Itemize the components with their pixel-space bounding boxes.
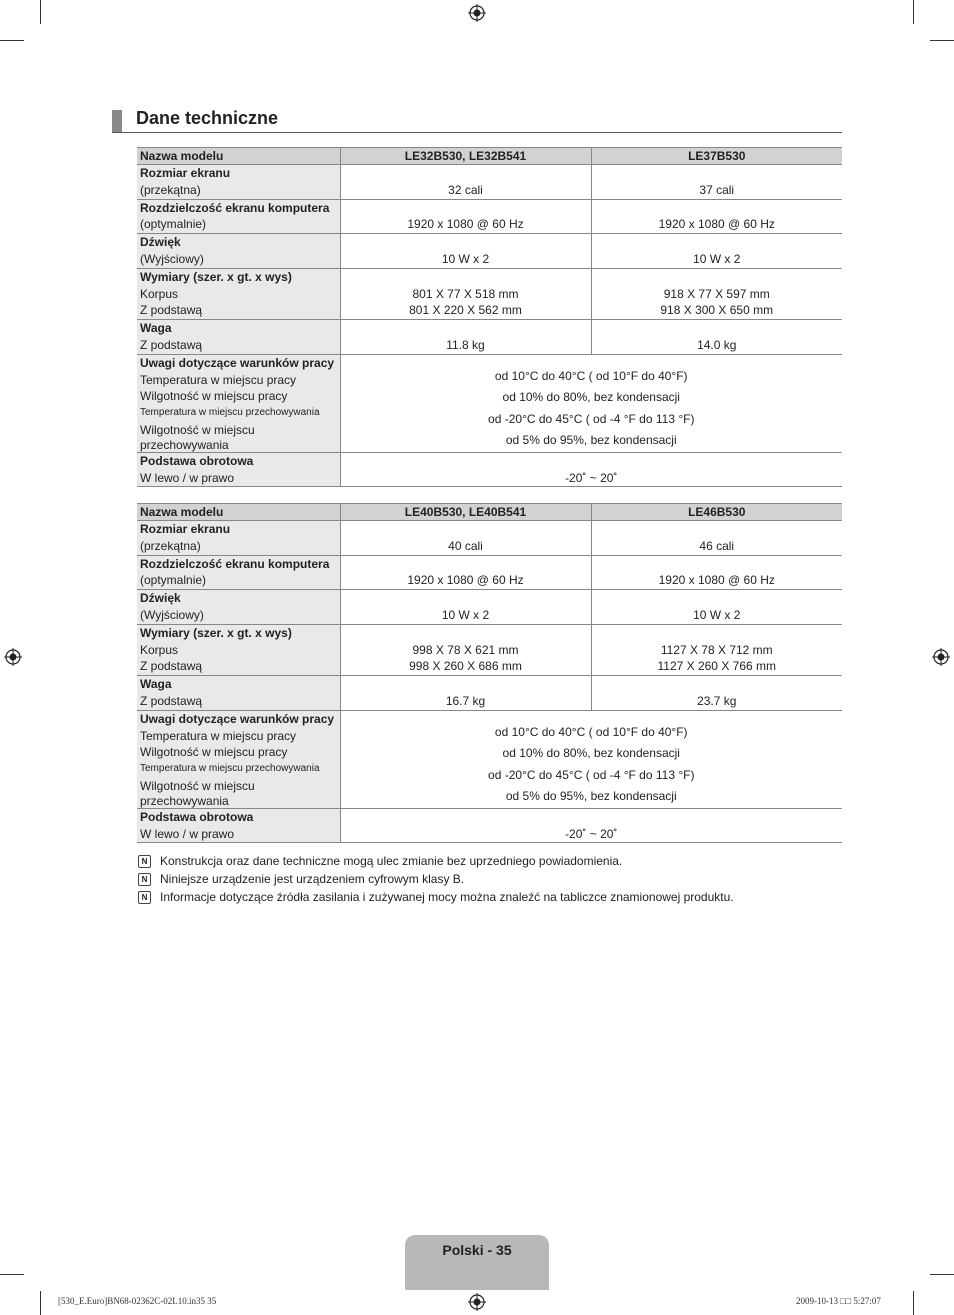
value-line: od 5% do 95%, bez kondensacji (505, 433, 677, 448)
row-subtitle: Z podstawą (140, 659, 203, 674)
registration-mark-icon (468, 4, 486, 22)
table-row (137, 320, 842, 355)
cell-value: -20˚ ~ 20˚ (340, 452, 842, 487)
note-item (137, 852, 734, 870)
table-row (137, 624, 842, 675)
cell-value: -20˚ ~ 20˚ (340, 808, 842, 843)
row-title: Podstawa obrotowa (140, 809, 254, 824)
row-subtitle: W lewo / w prawo (140, 826, 235, 841)
print-slug-right: 2009-10-13 □□ 5:27:07 (796, 1296, 881, 1306)
row-subtitle: Z podstawą (140, 337, 203, 352)
cell-value: 14.0 kg (591, 320, 842, 355)
table-row (137, 555, 842, 590)
registration-mark-icon (4, 648, 22, 666)
cell-value: 1920 x 1080 @ 60 Hz (340, 555, 591, 590)
crop-mark (913, 0, 914, 24)
crop-mark (0, 1274, 24, 1275)
row-title: Waga (140, 677, 172, 692)
row-title: Dźwięk (140, 591, 181, 606)
cell-value: 16.7 kg (340, 676, 591, 711)
row-subtitle: Korpus (140, 642, 179, 657)
note-icon: N (138, 855, 151, 868)
row-subtitle: Temperatura w miejscu przechowywania (140, 763, 320, 775)
print-slug-left: [530_E.Euro]BN68-02362C-02L10.in35 35 (58, 1296, 217, 1306)
row-title: Podstawa obrotowa (140, 453, 254, 468)
row-subtitle: przechowywania (140, 437, 229, 452)
header-cell: LE32B530, LE32B541 (340, 148, 591, 165)
value-line: od 10°C do 40°C ( od 10°F do 40°F) (494, 724, 688, 739)
header-cell: Nazwa modelu (137, 504, 340, 521)
cell-value: 32 cali (340, 165, 591, 200)
row-subtitle: (Wyjściowy) (140, 251, 204, 266)
value-line: od -20°C do 45°C ( od -4 °F do 113 °F) (488, 411, 695, 426)
page-number-tab (405, 1235, 549, 1290)
row-title: Rozdzielczość ekranu komputera (140, 200, 330, 215)
table-row (137, 268, 842, 319)
table-row (137, 234, 842, 269)
row-label (137, 234, 340, 269)
row-subtitle: (przekątna) (140, 182, 201, 197)
crop-mark (0, 40, 24, 41)
note-icon: N (138, 873, 151, 886)
row-label (137, 452, 340, 487)
row-subtitle: Temperatura w miejscu pracy (140, 372, 297, 387)
cell-value: 1920 x 1080 @ 60 Hz (340, 199, 591, 234)
note-icon: N (138, 891, 151, 904)
crop-mark (40, 1291, 41, 1315)
header-cell: Nazwa modelu (137, 148, 340, 165)
value-line: 1127 X 260 X 766 mm (657, 659, 777, 674)
table-row (137, 521, 842, 556)
value-line: od -20°C do 45°C ( od -4 °F do 113 °F) (488, 767, 695, 782)
row-subtitle: Z podstawą (140, 303, 203, 318)
cell-value: 10 W x 2 (591, 590, 842, 625)
header-cell: LE37B530 (591, 148, 842, 165)
table-row (137, 590, 842, 625)
row-title: Wymiary (szer. x gt. x wys) (140, 269, 292, 284)
cell-value: 37 cali (591, 165, 842, 200)
row-subtitle: (przekątna) (140, 538, 201, 553)
row-subtitle: Wilgotność w miejscu (140, 778, 255, 793)
note-item (137, 870, 734, 888)
note-text: Konstrukcja oraz dane techniczne mogą ulec zmianie bez uprzedniego powiadomienia. (160, 854, 623, 868)
cell-value: 10 W x 2 (340, 590, 591, 625)
row-label (137, 590, 340, 625)
cell-value (340, 354, 842, 452)
registration-mark-icon (932, 648, 950, 666)
row-subtitle: Z podstawą (140, 693, 203, 708)
row-subtitle: Temperatura w miejscu pracy (140, 728, 297, 743)
table-row (137, 199, 842, 234)
row-subtitle: Korpus (140, 286, 179, 301)
row-label (137, 165, 340, 200)
row-subtitle: (optymalnie) (140, 573, 207, 588)
note-item (137, 888, 734, 906)
title-marker (112, 110, 122, 132)
row-title: Rozmiar ekranu (140, 522, 231, 536)
value-line: od 10°C do 40°C ( od 10°F do 40°F) (494, 368, 688, 383)
cell-value: 11.8 kg (340, 320, 591, 355)
cell-value (340, 710, 842, 808)
crop-mark (40, 0, 41, 24)
cell-value: 23.7 kg (591, 676, 842, 711)
table-header-row (137, 148, 842, 165)
cell-value (340, 624, 591, 675)
value-line: od 10% do 80%, bez kondensacji (502, 746, 680, 761)
table-row (137, 676, 842, 711)
value-line: 801 X 220 X 562 mm (409, 303, 522, 318)
cell-value: 1920 x 1080 @ 60 Hz (591, 199, 842, 234)
table-row (137, 452, 842, 487)
registration-mark-icon (468, 1293, 486, 1311)
row-title: Rozmiar ekranu (140, 166, 231, 180)
row-label (137, 354, 340, 452)
value-line: 918 X 300 X 650 mm (660, 303, 774, 318)
cell-value: 46 cali (591, 521, 842, 556)
table-header-row (137, 504, 842, 521)
value-line: 918 X 77 X 597 mm (663, 286, 770, 301)
crop-mark (913, 1291, 914, 1315)
row-title: Uwagi dotyczące warunków pracy (140, 355, 335, 370)
table-row (137, 165, 842, 200)
row-title: Waga (140, 321, 172, 336)
table-row (137, 354, 842, 452)
spec-table-2 (137, 503, 842, 843)
row-label (137, 320, 340, 355)
note-text: Niniejsze urządzenie jest urządzeniem cyfrowym klasy B. (160, 872, 465, 886)
section-header (112, 108, 842, 133)
page-number: Polski - 35 (442, 1242, 512, 1258)
cell-value: 40 cali (340, 521, 591, 556)
row-subtitle: (optymalnie) (140, 217, 207, 232)
value-line: 998 X 78 X 621 mm (412, 642, 519, 657)
row-label (137, 624, 340, 675)
value-line: od 5% do 95%, bez kondensacji (505, 789, 677, 804)
row-label (137, 676, 340, 711)
row-subtitle: Wilgotność w miejscu pracy (140, 745, 288, 760)
notes-list (137, 852, 734, 906)
row-title: Rozdzielczość ekranu komputera (140, 556, 330, 571)
crop-mark (930, 1274, 954, 1275)
header-cell: LE40B530, LE40B541 (340, 504, 591, 521)
row-subtitle: Wilgotność w miejscu pracy (140, 389, 288, 404)
row-title: Uwagi dotyczące warunków pracy (140, 711, 335, 726)
row-label (137, 268, 340, 319)
cell-value: 10 W x 2 (340, 234, 591, 269)
table-row (137, 710, 842, 808)
row-label (137, 808, 340, 843)
spec-table-1 (137, 147, 842, 487)
cell-value (591, 624, 842, 675)
cell-value: 10 W x 2 (591, 234, 842, 269)
cell-value (340, 268, 591, 319)
page-title: Dane techniczne (136, 108, 279, 128)
value-line: 1127 X 78 X 712 mm (660, 642, 773, 657)
row-label (137, 521, 340, 556)
value-line: od 10% do 80%, bez kondensacji (502, 390, 680, 405)
row-subtitle: W lewo / w prawo (140, 470, 235, 485)
row-label (137, 555, 340, 590)
row-label (137, 199, 340, 234)
row-label (137, 710, 340, 808)
row-subtitle: Wilgotność w miejscu (140, 422, 255, 437)
value-line: 801 X 77 X 518 mm (412, 286, 519, 301)
row-title: Dźwięk (140, 235, 181, 250)
header-cell: LE46B530 (591, 504, 842, 521)
table-row (137, 808, 842, 843)
cell-value (591, 268, 842, 319)
value-line: 998 X 260 X 686 mm (409, 659, 522, 674)
note-text: Informacje dotyczące źródła zasilania i zużywanej mocy można znaleźć na tabliczce znamionowej produktu. (160, 890, 734, 904)
cell-value: 1920 x 1080 @ 60 Hz (591, 555, 842, 590)
row-subtitle: (Wyjściowy) (140, 607, 204, 622)
row-subtitle: Temperatura w miejscu przechowywania (140, 407, 320, 419)
crop-mark (930, 40, 954, 41)
row-subtitle: przechowywania (140, 793, 229, 808)
row-title: Wymiary (szer. x gt. x wys) (140, 625, 292, 640)
